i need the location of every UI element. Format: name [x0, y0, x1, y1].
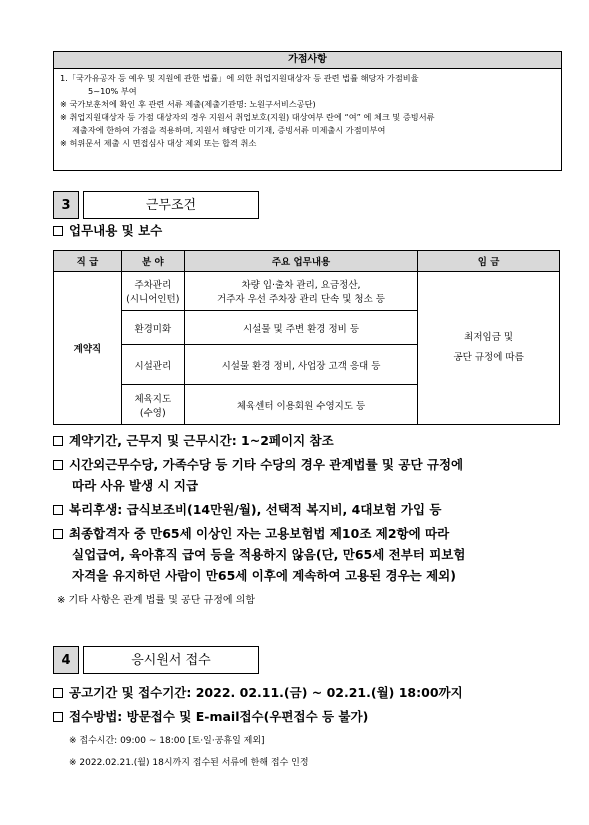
bullet-item: 시간외근무수당, 가족수당 등 기타 수당의 경우 관계법률 및 공단 규정에	[53, 454, 465, 475]
work-conditions-table	[53, 250, 560, 425]
note-text: ※ 기타 사항은 관계 법률 및 공단 규정에 의함	[57, 595, 256, 606]
bullet-item: 공고기간 및 접수기간: 2022. 02.11.(금) ~ 02.21.(월) 18:00까지	[53, 682, 463, 703]
field-cell: 체육지도 (수영)	[121, 385, 184, 425]
section-4-bullets	[53, 682, 463, 768]
checkbox-square-icon	[53, 226, 63, 236]
bonus-points-title: 가점사항	[54, 52, 561, 69]
table-header: 주요 업무내용	[184, 251, 418, 272]
checkbox-square-icon	[53, 505, 63, 515]
bonus-line: 5~10% 부여	[88, 86, 137, 96]
wage-cell: 최저임금 및 공단 규정에 따름	[418, 272, 560, 425]
bullet-item: 최종합격자 중 만65세 이상인 자는 고용보험법 제10조 제2항에 따라	[53, 523, 465, 544]
section-title: 응시원서 접수	[83, 646, 259, 674]
bonus-line: 제출자에 한하여 가점을 적용하며, 지원서 해당란 미기재, 증빙서류 미제출시 가점미부여	[72, 125, 386, 135]
duty-cell: 시설물 및 주변 환경 정비 등	[184, 311, 418, 345]
bonus-points-box	[53, 51, 562, 171]
section-number: 4	[53, 646, 79, 674]
duty-cell: 차량 입·출차 관리, 요금정산, 거주자 우선 주차장 관리 단속 및 청소 등	[184, 272, 418, 311]
duty-cell: 시설물 환경 정비, 사업장 고객 응대 등	[184, 345, 418, 385]
bullet-item: 접수방법: 방문접수 및 E-mail접수(우편접수 등 불가)	[53, 706, 463, 727]
table-header: 직 급	[54, 251, 122, 272]
checkbox-square-icon	[53, 436, 63, 446]
bullet-item: 복리후생: 급식보조비(14만원/월), 선택적 복지비, 4대보험 가입 등	[53, 499, 465, 520]
grade-cell: 계약직	[54, 272, 122, 425]
bullet-continuation: 따라 사유 발생 시 지급	[72, 478, 199, 493]
bonus-line: ※ 국가보훈처에 확인 후 관련 서류 제출(제출기관명: 노원구서비스공단)	[60, 99, 316, 109]
checkbox-square-icon	[53, 529, 63, 539]
section-number: 3	[53, 191, 79, 219]
bullet-continuation: 실업급여, 육아휴직 급여 등을 적용하지 않음(단, 만65세 전부터 피보험	[72, 547, 466, 562]
checkbox-square-icon	[53, 688, 63, 698]
bonus-line: ※ 취업지원대상자 등 가점 대상자의 경우 지원서 취업보호(지원) 대상여부 란에 “여” 에 체크 및 증빙서류	[60, 112, 435, 122]
note-text: ※ 2022.02.21.(월) 18시까지 접수된 서류에 한해 접수 인정	[69, 758, 309, 768]
duty-cell: 체육센터 이용회원 수영지도 등	[184, 385, 418, 425]
section-3-bullets	[53, 430, 465, 606]
bonus-line: 1.「국가유공자 등 예우 및 지원에 관한 법률」에 의한 취업지원대상자 등 관련 법률 해당자 가점비율	[60, 73, 419, 83]
bonus-line: ※ 허위문서 제출 시 면접심사 대상 제외 또는 합격 취소	[60, 138, 257, 148]
checkbox-square-icon	[53, 712, 63, 722]
table-header: 임 금	[418, 251, 560, 272]
section-title: 근무조건	[83, 191, 259, 219]
field-cell: 환경미화	[121, 311, 184, 345]
table-header: 분 야	[121, 251, 184, 272]
field-cell: 주차관리 (시니어인턴)	[121, 272, 184, 311]
subsection-heading: 업무내용 및 보수	[53, 220, 162, 241]
bullet-continuation: 자격을 유지하던 사람이 만65세 이후에 계속하여 고용된 경우는 제외)	[72, 568, 456, 583]
field-cell: 시설관리	[121, 345, 184, 385]
checkbox-square-icon	[53, 460, 63, 470]
table-row	[54, 272, 560, 311]
bullet-item: 계약기간, 근무지 및 근무시간: 1~2페이지 참조	[53, 430, 465, 451]
note-text: ※ 접수시간: 09:00 ~ 18:00 [토·일·공휴일 제외]	[69, 736, 265, 746]
